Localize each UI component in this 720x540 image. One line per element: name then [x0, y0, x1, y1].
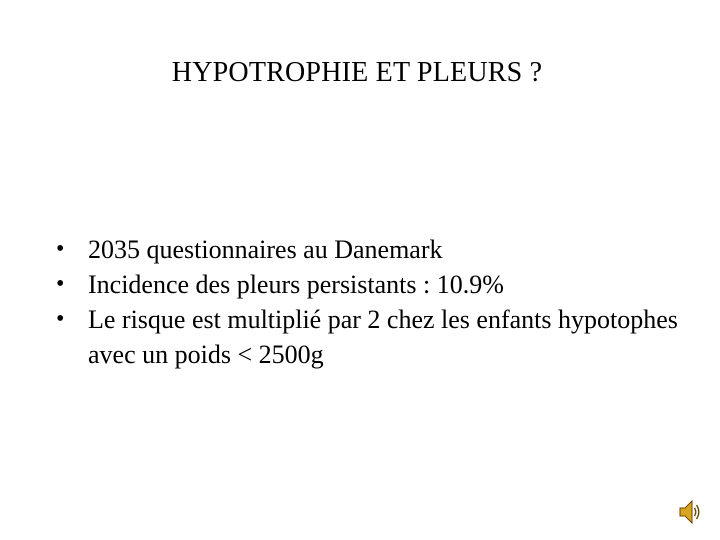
- bullet-text: 2035 questionnaires au Danemark: [88, 235, 443, 264]
- bullet-dot: •: [56, 271, 65, 297]
- bullet-item: [56, 302, 696, 372]
- bullet-text: Incidence des pleurs persistants : 10.9%: [88, 270, 504, 299]
- speaker-sound-icon[interactable]: [678, 498, 702, 526]
- bullet-item: [56, 267, 696, 302]
- bullet-list: [56, 232, 696, 372]
- bullet-dot: •: [56, 306, 65, 332]
- bullet-item: [56, 232, 696, 267]
- slide-title: HYPOTROPHIE ET PLEURS ?: [171, 57, 543, 88]
- bullet-text: Le risque est multiplié par 2 chez les enfants hypotophes avec un poids < 2500g: [88, 305, 678, 369]
- bullet-dot: •: [56, 236, 65, 262]
